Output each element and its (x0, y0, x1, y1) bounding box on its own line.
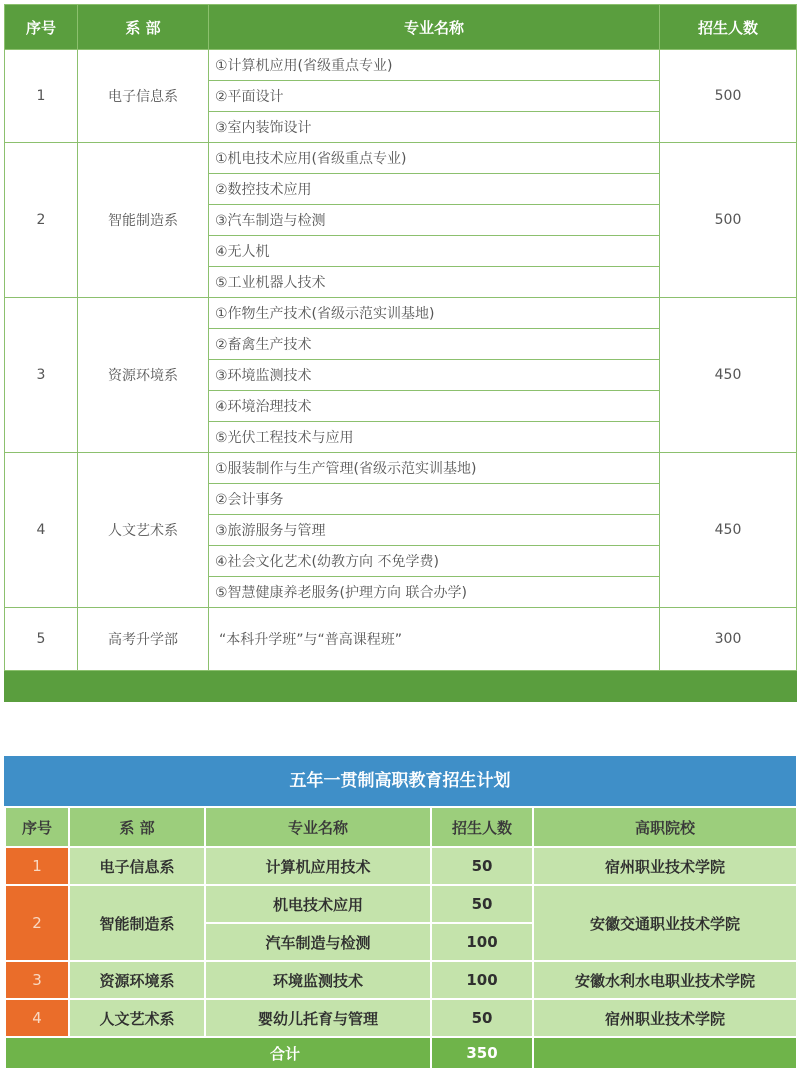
major-name: 计算机应用技术 (205, 847, 431, 885)
enroll-count: 50 (431, 847, 533, 885)
major-name: ①服装制作与生产管理(省级示范实训基地) (209, 453, 660, 484)
college-name: 安徽交通职业技术学院 (533, 885, 797, 961)
table-header-row (5, 807, 797, 847)
dept-name: 高考升学部 (78, 608, 209, 671)
enroll-count: 500 (660, 143, 797, 298)
row-index: 2 (5, 143, 78, 298)
total-row (5, 1037, 797, 1069)
major-name: ①机电技术应用(省级重点专业) (209, 143, 660, 174)
header-index: 序号 (5, 807, 69, 847)
header-dept: 系 部 (78, 5, 209, 50)
enroll-count: 100 (431, 961, 533, 999)
enroll-count: 50 (431, 999, 533, 1037)
major-name: ②会计事务 (209, 484, 660, 515)
table-row (5, 847, 797, 885)
table-row (5, 298, 797, 329)
header-major: 专业名称 (209, 5, 660, 50)
major-name: ⑤工业机器人技术 (209, 267, 660, 298)
five-year-plan-table (4, 806, 798, 1070)
section-title: 五年一贯制高职教育招生计划 (4, 756, 796, 806)
table-header-row (5, 5, 797, 50)
table-row (5, 143, 797, 174)
header-count: 招生人数 (431, 807, 533, 847)
major-name: ⑤智慧健康养老服务(护理方向 联合办学) (209, 577, 660, 608)
major-name: 婴幼儿托育与管理 (205, 999, 431, 1037)
major-name: ①作物生产技术(省级示范实训基地) (209, 298, 660, 329)
row-index: 4 (5, 999, 69, 1037)
footer-band (5, 671, 797, 702)
major-name: ④社会文化艺术(幼教方向 不免学费) (209, 546, 660, 577)
major-name: 机电技术应用 (205, 885, 431, 923)
dept-name: 智能制造系 (78, 143, 209, 298)
total-value: 350 (431, 1037, 533, 1069)
major-name: ④无人机 (209, 236, 660, 267)
dept-name: 人文艺术系 (69, 999, 205, 1037)
table-row (5, 50, 797, 81)
enroll-count: 300 (660, 608, 797, 671)
major-name: ⑤光伏工程技术与应用 (209, 422, 660, 453)
total-empty (533, 1037, 797, 1069)
major-name: ③旅游服务与管理 (209, 515, 660, 546)
major-name: ②数控技术应用 (209, 174, 660, 205)
major-name: ②平面设计 (209, 81, 660, 112)
enroll-count: 450 (660, 298, 797, 453)
header-major: 专业名称 (205, 807, 431, 847)
row-index: 3 (5, 298, 78, 453)
enrollment-table (4, 4, 797, 702)
dept-name: 资源环境系 (69, 961, 205, 999)
row-index: 1 (5, 847, 69, 885)
enroll-count: 100 (431, 923, 533, 961)
table-row (5, 961, 797, 999)
major-name: ④环境治理技术 (209, 391, 660, 422)
header-college: 高职院校 (533, 807, 797, 847)
table-row (5, 885, 797, 923)
table-row (5, 608, 797, 671)
dept-name: 电子信息系 (69, 847, 205, 885)
major-name: ①计算机应用(省级重点专业) (209, 50, 660, 81)
table-row (5, 453, 797, 484)
enroll-count: 500 (660, 50, 797, 143)
header-index: 序号 (5, 5, 78, 50)
dept-name: 人文艺术系 (78, 453, 209, 608)
major-name: 汽车制造与检测 (205, 923, 431, 961)
college-name: 宿州职业技术学院 (533, 999, 797, 1037)
enroll-count: 50 (431, 885, 533, 923)
dept-name: 资源环境系 (78, 298, 209, 453)
major-name: 环境监测技术 (205, 961, 431, 999)
header-count: 招生人数 (660, 5, 797, 50)
table-footer-bar (5, 671, 797, 702)
major-name: “本科升学班”与“普高课程班” (209, 608, 660, 671)
row-index: 3 (5, 961, 69, 999)
major-name: ③汽车制造与检测 (209, 205, 660, 236)
header-dept: 系 部 (69, 807, 205, 847)
row-index: 1 (5, 50, 78, 143)
total-label: 合计 (5, 1037, 431, 1069)
college-name: 安徽水利水电职业技术学院 (533, 961, 797, 999)
dept-name: 智能制造系 (69, 885, 205, 961)
enroll-count: 450 (660, 453, 797, 608)
row-index: 2 (5, 885, 69, 961)
dept-name: 电子信息系 (78, 50, 209, 143)
major-name: ③室内装饰设计 (209, 112, 660, 143)
table-row (5, 999, 797, 1037)
row-index: 4 (5, 453, 78, 608)
college-name: 宿州职业技术学院 (533, 847, 797, 885)
row-index: 5 (5, 608, 78, 671)
major-name: ②畜禽生产技术 (209, 329, 660, 360)
five-year-plan-section (4, 756, 796, 1070)
major-name: ③环境监测技术 (209, 360, 660, 391)
